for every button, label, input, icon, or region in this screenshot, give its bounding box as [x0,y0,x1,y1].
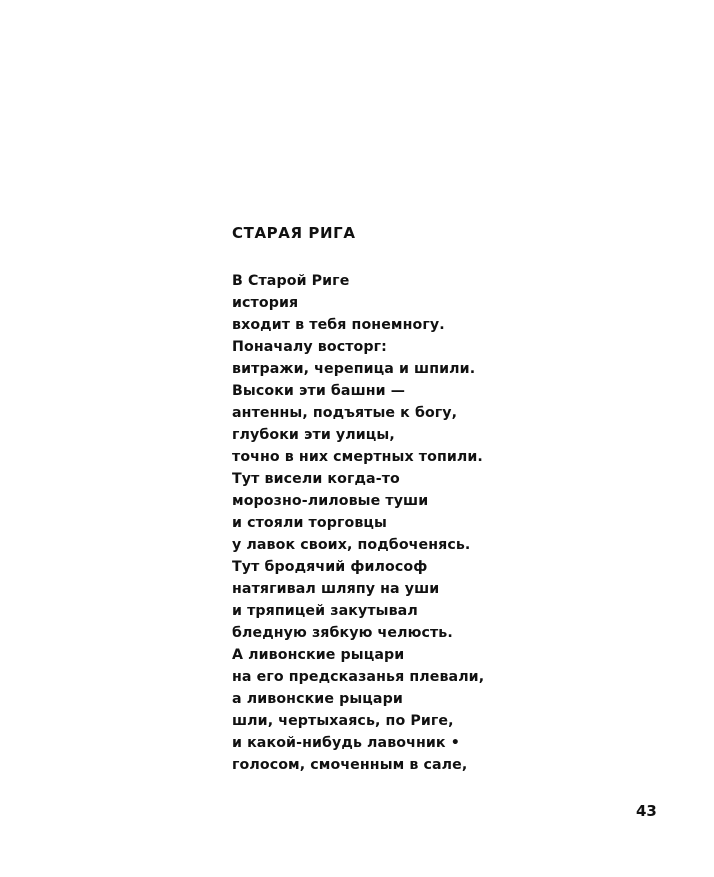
poem-line: А ливонские рыцари [232,647,405,663]
poem-line: и какой-нибудь лавочник • [232,735,460,751]
poem-line: В Старой Риге [232,273,350,289]
poem-line: витражи, черепица и шпили. [232,361,476,377]
poem-line: натягивал шляпу на уши [232,581,440,597]
poem-line: точно в них смертных топили. [232,449,483,465]
poem-line: а ливонские рыцари [232,691,403,707]
poem-line: Тут бродячий философ [232,559,428,575]
poem-line: глубоки эти улицы, [232,427,395,443]
poem-line: и стояли торговцы [232,515,387,531]
poem-line: у лавок своих, подбоченясь. [232,537,471,553]
poem-line: шли, чертыхаясь, по Риге, [232,713,454,729]
poem-title: СТАРАЯ РИГА [232,224,356,242]
poem-line: голосом, смоченным в сале, [232,757,468,773]
poem-body [232,270,484,776]
poem-line: Поначалу восторг: [232,339,387,355]
page-number: 43 [636,802,657,820]
poem-line: антенны, подъятые к богу, [232,405,458,421]
poem-line: Высоки эти башни — [232,383,406,399]
poem-line: и тряпицей закутывал [232,603,418,619]
poem-line: входит в тебя понемногу. [232,317,445,333]
poem-line: морозно-лиловые туши [232,493,429,509]
poem-line: Тут висели когда-то [232,471,400,487]
poem-line: бледную зябкую челюсть. [232,625,453,641]
poem-line: на его предсказанья плевали, [232,669,485,685]
poem-line: история [232,295,299,311]
